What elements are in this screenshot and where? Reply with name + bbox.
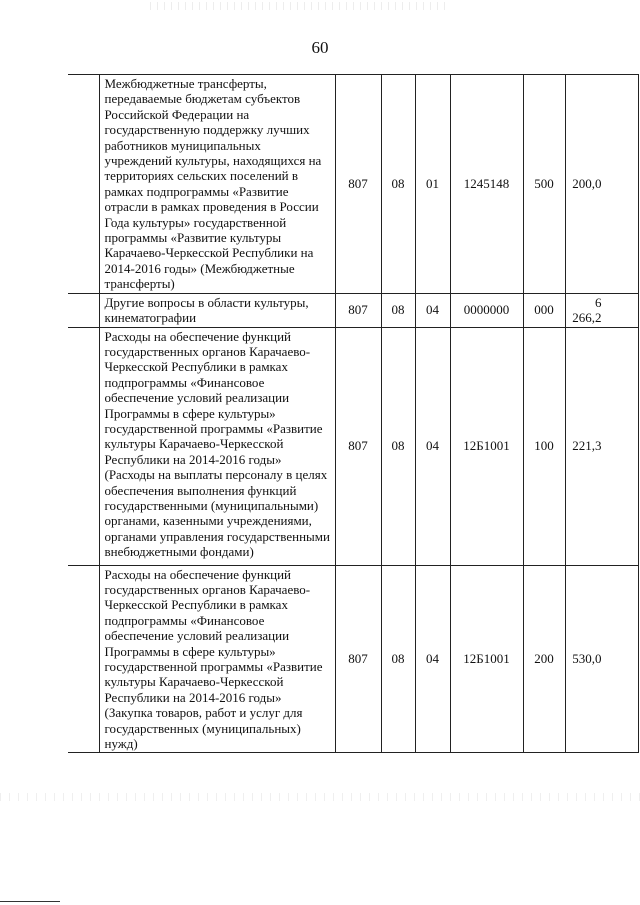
row-blank-cell (68, 327, 99, 565)
row-description: Другие вопросы в области культуры, кинематографии (99, 293, 335, 327)
row-section-code: 08 (381, 565, 415, 753)
scan-artifact-top (150, 2, 450, 10)
page-edge-mark (0, 901, 60, 902)
row-section-code: 08 (381, 75, 415, 294)
row-amount: 530,0 (565, 565, 638, 753)
table-row (68, 327, 638, 565)
row-description: Межбюджетные трансферты, передаваемые бюджетам субъектов Российской Федерации на государственную поддержку лучших работников муниципальных учреждений культуры, находящихся на территориях сельских поселений в рамках подпрограммы «Развитие отрасли в рамках проведения в России Года культуры» государственной программы «Развитие культуры Карачаево-Черкесской Республики на 2014-2016 годы» (Межбюджетные трансферты) (99, 75, 335, 294)
row-blank-cell (68, 565, 99, 753)
row-subsection-code: 04 (415, 293, 450, 327)
row-target-article: 1245148 (450, 75, 523, 294)
row-expense-type: 000 (523, 293, 565, 327)
row-ministry-code: 807 (335, 293, 381, 327)
row-ministry-code: 807 (335, 75, 381, 294)
row-blank-cell (68, 75, 99, 294)
table-row (68, 565, 638, 753)
table-row (68, 75, 638, 294)
row-section-code: 08 (381, 327, 415, 565)
row-amount: 221,3 (565, 327, 638, 565)
row-amount: 200,0 (565, 75, 638, 294)
table-row (68, 293, 638, 327)
row-target-article: 12Б1001 (450, 327, 523, 565)
row-target-article: 12Б1001 (450, 565, 523, 753)
row-expense-type: 100 (523, 327, 565, 565)
row-ministry-code: 807 (335, 327, 381, 565)
row-expense-type: 200 (523, 565, 565, 753)
row-ministry-code: 807 (335, 565, 381, 753)
page-number: 60 (311, 38, 329, 57)
budget-table (68, 74, 639, 753)
row-target-article: 0000000 (450, 293, 523, 327)
row-subsection-code: 04 (415, 565, 450, 753)
row-description: Расходы на обеспечение функций государственных органов Карачаево-Черкесской Республики в рамках подпрограммы «Финансовое обеспечение условий реализации Программы в сфере культуры» государственной программы «Развитие культуры Карачаево-Черкесской Республики на 2014-2016 годы» (Расходы на выплаты персоналу в целях обеспечения выполнения функций государственными (муниципальными) органами, казенными учреждениями, органами управления государственными внебюджетными фондами) (99, 327, 335, 565)
row-subsection-code: 01 (415, 75, 450, 294)
row-amount: 6 266,2 (565, 293, 638, 327)
row-description: Расходы на обеспечение функций государственных органов Карачаево-Черкесской Республики в рамках подпрограммы «Финансовое обеспечение условий реализации Программы в сфере культуры» государственной программы «Развитие культуры Карачаево-Черкесской Республики на 2014-2016 годы» (Закупка товаров, работ и услуг для государственных (муниципальных) нужд) (99, 565, 335, 753)
scan-artifact-bottom (0, 793, 640, 801)
row-subsection-code: 04 (415, 327, 450, 565)
row-expense-type: 500 (523, 75, 565, 294)
row-blank-cell (68, 293, 99, 327)
row-section-code: 08 (381, 293, 415, 327)
